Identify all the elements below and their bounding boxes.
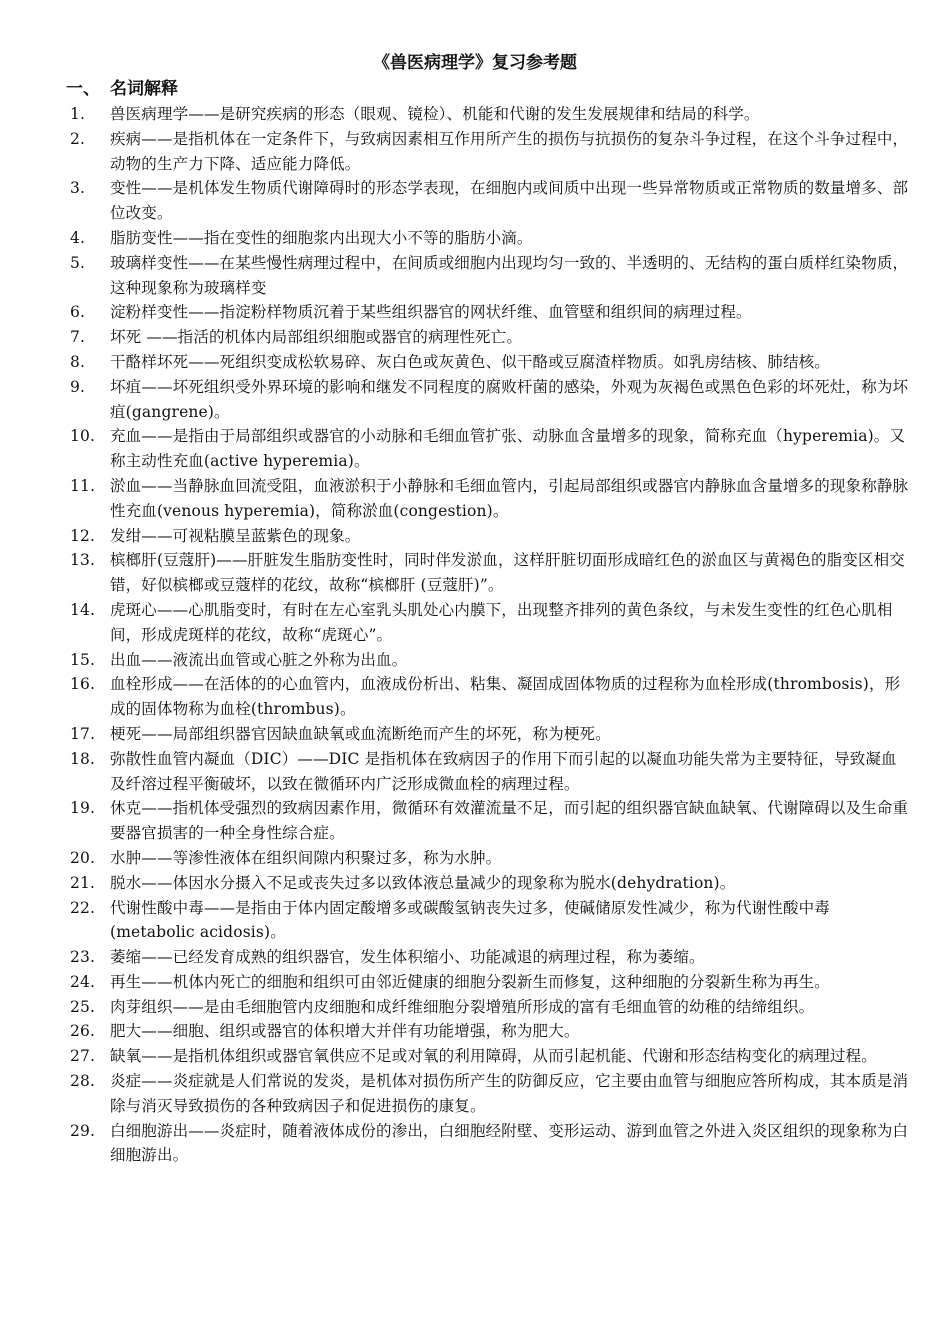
term-number: 11. xyxy=(70,476,96,495)
term-item xyxy=(0,325,950,350)
term-definition: 淤血——当静脉血回流受阻，血液淤积于小静脉和毛细血管内，引起局部组织或器官内静脉血含量增多的现象称静脉性充血(venous hyperemia)，简称淤血(congestion)。 xyxy=(110,476,909,520)
term-number: 23. xyxy=(70,948,96,967)
term-number: 18. xyxy=(70,749,96,768)
term-definition: 炎症——炎症就是人们常说的发炎，是机体对损伤所产生的防御反应，它主要由血管与细胞应答所构成，其本质是消除与消灭导致损伤的各种致病因子和促进损伤的康复。 xyxy=(110,1072,909,1115)
term-number: 28. xyxy=(70,1072,96,1091)
term-item xyxy=(0,226,950,251)
term-number: 14. xyxy=(70,600,96,619)
term-number: 24. xyxy=(70,972,96,991)
term-definition: 脂肪变性——指在变性的细胞浆内出现大小不等的脂肪小滴。 xyxy=(110,228,533,247)
term-item xyxy=(0,300,950,325)
term-number: 4. xyxy=(70,228,86,247)
term-item xyxy=(0,1019,950,1044)
term-item xyxy=(0,846,950,871)
term-definition: 淀粉样变性——指淀粉样物质沉着于某些组织器官的网状纤维、血管壁和组织间的病理过程。 xyxy=(110,303,752,322)
term-definition: 水肿——等渗性液体在组织间隙内积聚过多，称为水肿。 xyxy=(110,848,502,867)
term-number: 6. xyxy=(70,303,86,322)
term-definition: 脱水——体因水分摄入不足或丧失过多以致体液总量减少的现象称为脱水(dehydration)。 xyxy=(110,873,736,892)
term-number: 26. xyxy=(70,1022,96,1041)
term-definition: 梗死——局部组织器官因缺血缺氧或血流断绝而产生的坏死，称为梗死。 xyxy=(110,724,611,743)
term-definition: 槟榔肝(豆蔻肝)——肝脏发生脂肪变性时，同时伴发淤血，这样肝脏切面形成暗红色的淤血区与黄褐色的脂变区相交错，好似槟榔或豆蔻样的花纹，故称“槟榔肝 (豆蔻肝)”。 xyxy=(110,551,905,595)
term-number: 17. xyxy=(70,724,96,743)
term-item xyxy=(0,1069,950,1119)
term-number: 16. xyxy=(70,675,96,694)
term-number: 9. xyxy=(70,377,86,396)
term-item xyxy=(0,871,950,896)
term-number: 20. xyxy=(70,848,96,867)
term-item xyxy=(0,796,950,846)
term-number: 19. xyxy=(70,799,96,818)
term-number: 25. xyxy=(70,997,96,1016)
term-definition: 坏死 ——指活的机体内局部组织细胞或器官的病理性死亡。 xyxy=(110,328,522,347)
term-item xyxy=(0,945,950,970)
term-item xyxy=(0,747,950,797)
term-number: 3. xyxy=(70,179,86,198)
term-item xyxy=(0,1119,950,1169)
term-item xyxy=(0,1044,950,1069)
term-definition: 弥散性血管内凝血（DIC）——DIC 是指机体在致病因子的作用下而引起的以凝血功能失常为主要特征，导致凝血及纤溶过程平衡破坏，以致在微循环内广泛形成微血栓的病理过程。 xyxy=(110,749,897,793)
term-item xyxy=(0,350,950,375)
term-definition: 肥大——细胞、组织或器官的体积增大并伴有功能增强，称为肥大。 xyxy=(110,1022,580,1041)
term-item xyxy=(0,251,950,301)
term-definition: 肉芽组织——是由毛细胞管内皮细胞和成纤维细胞分裂增殖所形成的富有毛细血管的幼稚的结缔组织。 xyxy=(110,997,815,1016)
term-number: 2. xyxy=(70,129,86,148)
term-number: 27. xyxy=(70,1047,96,1066)
term-number: 5. xyxy=(70,253,86,272)
term-list xyxy=(0,102,950,1168)
term-number: 10. xyxy=(70,427,96,446)
term-definition: 干酪样坏死——死组织变成松软易碎、灰白色或灰黄色、似干酪或豆腐渣样物质。如乳房结核、肺结核。 xyxy=(110,352,830,371)
term-number: 8. xyxy=(70,352,86,371)
term-number: 12. xyxy=(70,526,96,545)
term-item xyxy=(0,548,950,598)
term-definition: 玻璃样变性——在某些慢性病理过程中，在间质或细胞内出现均匀一致的、半透明的、无结构的蛋白质样红染物质，这种现象称为玻璃样变 xyxy=(110,253,909,297)
term-number: 1. xyxy=(70,105,86,123)
term-definition: 发绀——可视粘膜呈蓝紫色的现象。 xyxy=(110,526,361,545)
term-item xyxy=(0,176,950,226)
term-number: 15. xyxy=(70,650,96,669)
section-number: 一、 xyxy=(66,79,100,99)
term-item xyxy=(0,672,950,722)
document-title: 《兽医病理学》复习参考题 xyxy=(373,53,577,73)
term-number: 22. xyxy=(70,898,96,917)
term-item xyxy=(0,995,950,1020)
term-number: 21. xyxy=(70,873,96,892)
term-item xyxy=(0,896,950,946)
term-item xyxy=(0,598,950,648)
term-item xyxy=(0,102,950,127)
term-item xyxy=(0,375,950,425)
section-title: 名词解释 xyxy=(110,79,178,99)
term-definition: 坏疽——坏死组织受外界环境的影响和继发不同程度的腐败杆菌的感染，外观为灰褐色或黑色色彩的坏死灶，称为坏疽(gangrene)。 xyxy=(110,377,909,421)
term-definition: 出血——液流出血管或心脏之外称为出血。 xyxy=(110,650,408,669)
term-number: 13. xyxy=(70,551,96,570)
term-number: 7. xyxy=(70,328,86,347)
term-item xyxy=(0,524,950,549)
term-definition: 虎斑心——心肌脂变时，有时在左心室乳头肌处心内膜下，出现整齐排列的黄色条纹，与未发生变性的红色心肌相间，形成虎斑样的花纹，故称“虎斑心”。 xyxy=(110,600,893,644)
term-definition: 血栓形成——在活体的的心血管内，血液成份析出、粘集、凝固成固体物质的过程称为血栓形成(thrombosis)，形成的固体物称为血栓(thrombus)。 xyxy=(110,675,901,719)
term-definition: 休克——指机体受强烈的致病因素作用，微循环有效灌流量不足，而引起的组织器官缺血缺氧、代谢障碍以及生命重要器官损害的一种全身性综合症。 xyxy=(110,799,909,843)
term-definition: 缺氧——是指机体组织或器官氧供应不足或对氧的利用障碍，从而引起机能、代谢和形态结构变化的病理过程。 xyxy=(110,1047,877,1066)
term-item xyxy=(0,474,950,524)
term-definition: 疾病——是指机体在一定条件下，与致病因素相互作用所产生的损伤与抗损伤的复杂斗争过程，在这个斗争过程中，动物的生产力下降、适应能力降低。 xyxy=(110,129,909,173)
term-definition: 变性——是机体发生物质代谢障碍时的形态学表现，在细胞内或间质中出现一些异常物质或正常物质的数量增多、部位改变。 xyxy=(110,179,909,223)
term-number: 29. xyxy=(70,1121,96,1140)
term-item xyxy=(0,127,950,177)
term-definition: 代谢性酸中毒——是指由于体内固定酸增多或碳酸氢钠丧失过多，使碱储原发性减少，称为代谢性酸中毒(metabolic acidosis)。 xyxy=(110,898,830,942)
term-item xyxy=(0,722,950,747)
term-item xyxy=(0,648,950,673)
section-heading xyxy=(66,77,178,101)
term-item xyxy=(0,424,950,474)
term-definition: 萎缩——已经发育成熟的组织器官，发生体积缩小、功能减退的病理过程，称为萎缩。 xyxy=(110,948,705,967)
term-definition: 白细胞游出——炎症时，随着液体成份的渗出，白细胞经附壁、变形运动、游到血管之外进入炎区组织的现象称为白细胞游出。 xyxy=(110,1121,909,1165)
term-item xyxy=(0,970,950,995)
term-definition: 充血——是指由于局部组织或器官的小动脉和毛细血管扩张、动脉血含量增多的现象，简称充血（hyperemia)。又称主动性充血(active hyperemia)。 xyxy=(110,427,906,471)
term-definition: 再生——机体内死亡的细胞和组织可由邻近健康的细胞分裂新生而修复，这种细胞的分裂新生称为再生。 xyxy=(110,972,830,991)
term-definition: 兽医病理学——是研究疾病的形态（眼观、镜检）、机能和代谢的发生发展规律和结局的科学。 xyxy=(110,105,760,123)
